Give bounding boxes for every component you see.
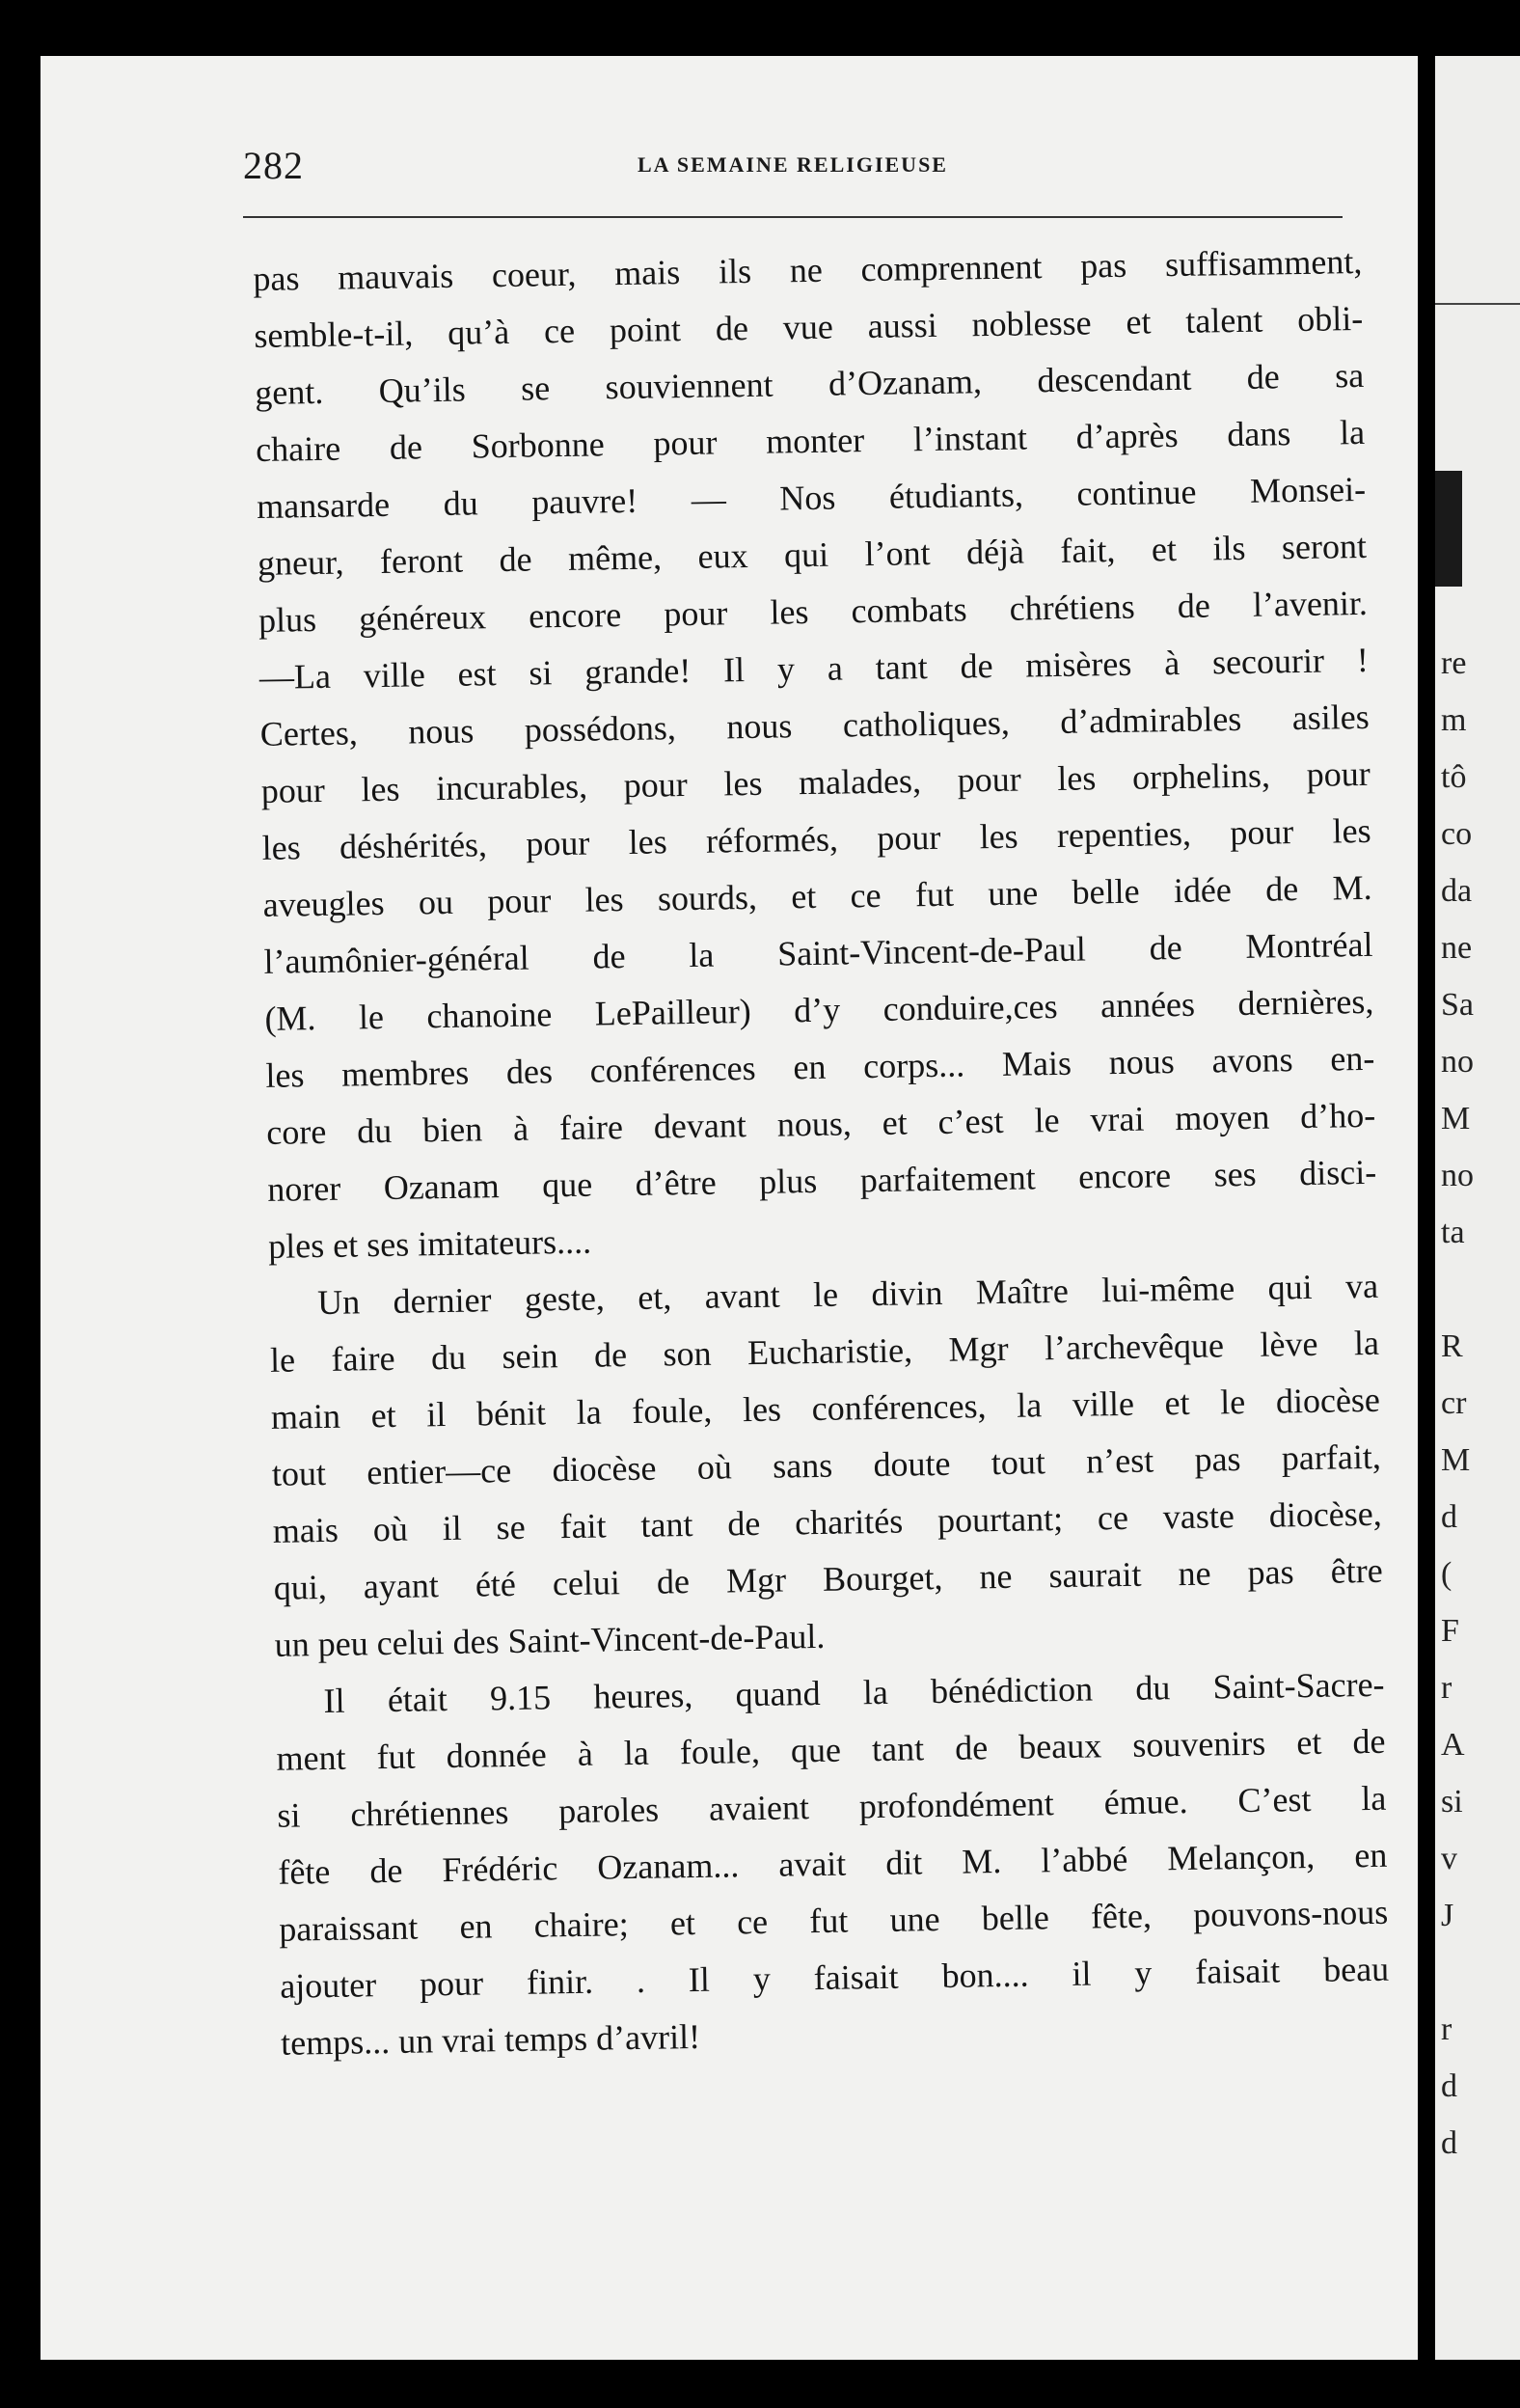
text-line: pour les incurables, pour les malades, pour les orphelins, pour — [260, 753, 1371, 810]
text-line: tout entier—ce diocèse où sans doute tout n’est pas parfait, — [271, 1437, 1382, 1493]
text-line: mais où il se fait tant de charités pourtant; ce vaste diocèse, — [272, 1493, 1383, 1550]
text-line: main et il bénit la foule, les conférences, la ville et le diocèse — [270, 1380, 1381, 1437]
text-line: aveugles ou pour les sourds, et ce fut une belle idée de M. — [262, 867, 1372, 924]
page-header — [243, 143, 1343, 201]
text-line: les déshérités, pour les réformés, pour les repenties, pour les — [261, 810, 1371, 867]
text-line: Il était 9.15 heures, quand la bénédiction du Saint-Sacre- — [323, 1664, 1385, 1721]
text-line: qui, ayant été celui de Mgr Bourget, ne saurait ne pas être — [273, 1550, 1383, 1607]
text-line: Un dernier geste, et, avant le divin Maître lui-même qui va — [316, 1266, 1379, 1323]
text-line: plus généreux encore pour les combats chrétiens de l’avenir. — [258, 583, 1369, 640]
text-line: —La ville est si grande! Il y a tant de misères à secourir ! — [258, 640, 1370, 697]
text-line: mansarde du pauvre! — Nos étudiants, continue Monsei- — [256, 469, 1367, 526]
text-line: pas mauvais coeur, mais ils ne comprennent pas suffisamment, — [253, 241, 1363, 298]
text-line: (M. le chanoine LePailleur) d’y conduire,ces années dernières, — [264, 981, 1374, 1038]
text-line: semble-t-il, qu’à ce point de vue aussi noblesse et talent obli- — [254, 298, 1364, 355]
text-line: norer Ozanam que d’être plus parfaitement encore ses disci- — [266, 1152, 1377, 1209]
page-number: 282 — [243, 144, 304, 187]
running-title: LA SEMAINE RELIGIEUSE — [638, 152, 948, 177]
text-line: core du bien à faire devant nous, et c’est le vrai moyen d’ho- — [266, 1095, 1376, 1152]
text-line: gneur, feront de même, eux qui l’ont déjà fait, et ils seront — [257, 526, 1368, 583]
text-line: un peu celui des Saint-Vincent-de-Paul. — [274, 1616, 826, 1664]
text-line: les membres des conférences en corps... Mais nous avons en- — [265, 1038, 1375, 1095]
text-line: temps... un vrai temps d’avril! — [280, 2016, 701, 2063]
text-line: gent. Qu’ils se souviennent d’Ozanam, descendant de sa — [254, 355, 1365, 412]
body-text — [253, 233, 1391, 2072]
text-line: si chrétiennes paroles avaient profondément émue. C’est la — [277, 1778, 1387, 1835]
text-line: ples et ses imitateurs.... — [267, 1221, 592, 1266]
text-line: paraissant en chaire; et ce fut une belle fête, pouvons-nous — [279, 1892, 1389, 1949]
text-line: ment fut donnée à la foule, que tant de beaux souvenirs et de — [276, 1721, 1386, 1778]
facing-page-rule — [1435, 303, 1520, 305]
facing-page-ornament — [1435, 471, 1462, 587]
text-line: ajouter pour finir. . Il y faisait bon.... il y faisait beau — [279, 1949, 1390, 2006]
text-line: l’aumônier-général de la Saint-Vincent-de-Paul de Montréal — [263, 924, 1373, 981]
header-rule — [243, 216, 1343, 218]
facing-page-edge — [1435, 56, 1520, 2360]
text-line: fête de Frédéric Ozanam... avait dit M. l’abbé Melançon, en — [278, 1835, 1388, 1892]
facing-page-text-fragments: re m tô co da ne Sa no M no ta R cr M d ( F r A si v J r d d — [1441, 645, 1474, 2161]
text-line: Certes, nous possédons, nous catholiques, d’admirables asiles — [259, 697, 1371, 753]
text-line: le faire du sein de son Eucharistie, Mgr l’archevêque lève la — [269, 1323, 1380, 1380]
text-line: chaire de Sorbonne pour monter l’instant d’après dans la — [255, 412, 1366, 469]
